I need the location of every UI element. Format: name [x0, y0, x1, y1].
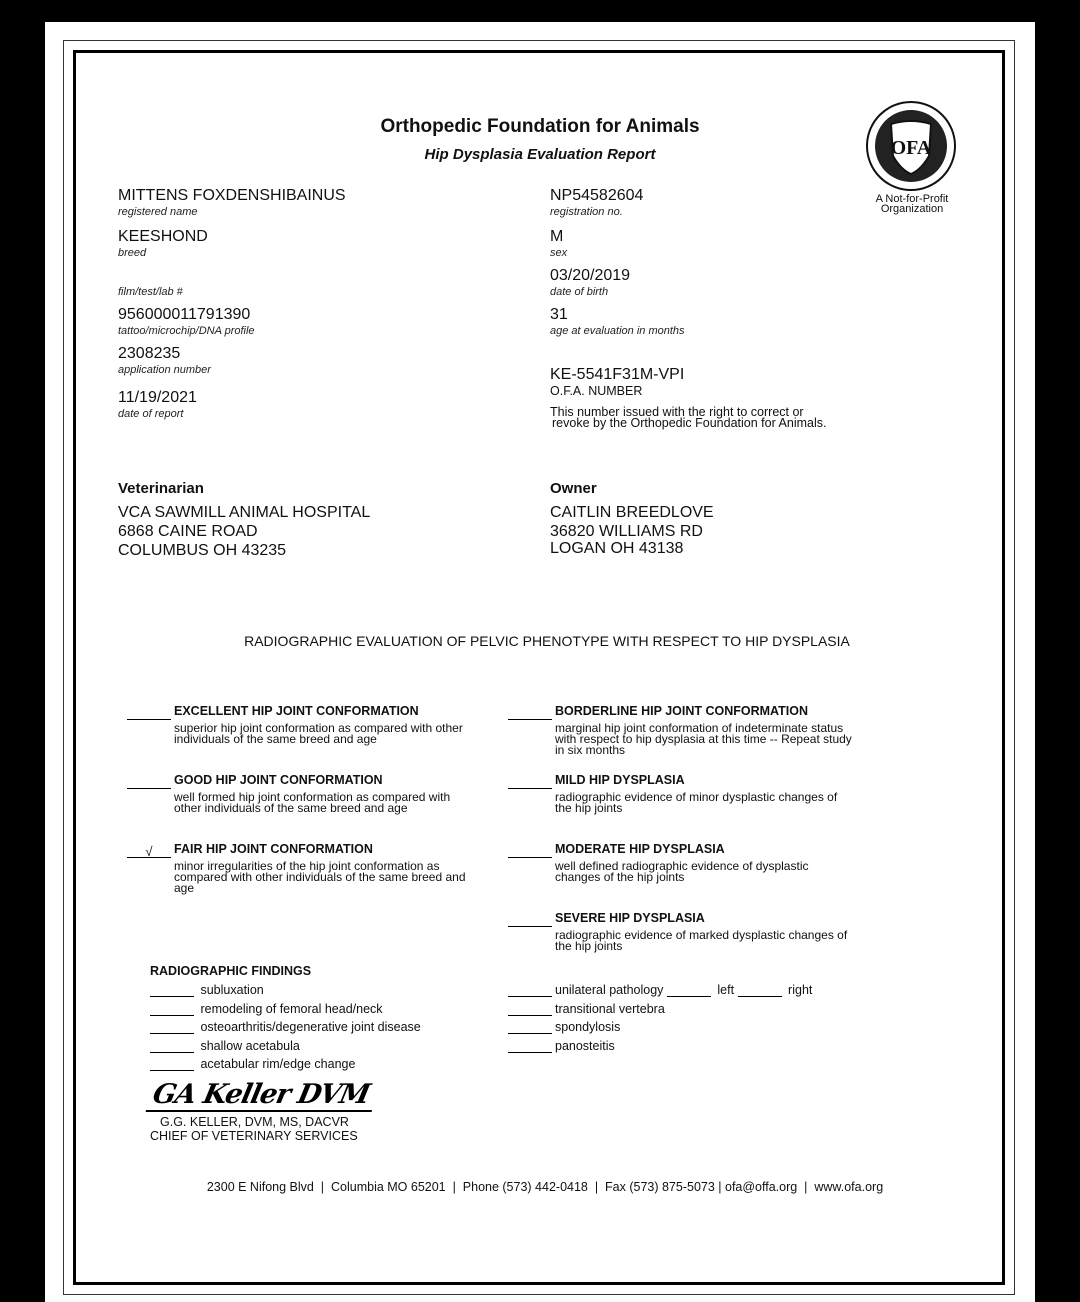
vet-address-line: COLUMBUS OH 43235 [118, 542, 287, 559]
signature: GA Keller DVM [146, 1080, 378, 1112]
finding-item [150, 1020, 421, 1034]
footer-contact: 2300 E Nifong Blvd | Columbia MO 65201 | Phone (573) 442-0418 | Fax (573) 875-5073 | ofa@offa.org | www.ofa.org [206, 1180, 884, 1194]
breed-value: KEESHOND [118, 228, 208, 245]
ofa-note-line: revoke by the Orthopedic Foundation for Animals. [552, 416, 827, 430]
left-label: left [717, 983, 735, 997]
finding-blank [150, 1041, 194, 1053]
category-item [127, 840, 474, 894]
finding-blank [508, 1022, 552, 1034]
category-item [508, 702, 855, 756]
finding-item [150, 983, 264, 997]
category-checkmark [508, 846, 552, 858]
owner-address-line: LOGAN OH 43138 [550, 540, 684, 557]
age-label: age at evaluation in months [550, 325, 685, 337]
finding-blank [667, 985, 711, 997]
org-title: Orthopedic Foundation for Animals [380, 116, 700, 137]
finding-item [508, 1039, 615, 1053]
category-checkmark [508, 777, 552, 789]
finding-blank [150, 1022, 194, 1034]
category-description: radiographic evidence of minor dysplastic changes of the hip joints [555, 790, 838, 815]
finding-label: osteoarthritis/degenerative joint disease [200, 1020, 421, 1034]
category-checkmark [127, 777, 171, 789]
registration-value: NP54582604 [550, 187, 644, 204]
category-title: FAIR HIP JOINT CONFORMATION [174, 842, 373, 856]
finding-blank [508, 1041, 552, 1053]
registered-name-label: registered name [118, 206, 198, 218]
vet-address-line: VCA SAWMILL ANIMAL HOSPITAL [118, 504, 371, 521]
category-title: BORDERLINE HIP JOINT CONFORMATION [555, 704, 809, 718]
application-number-value: 2308235 [118, 345, 181, 362]
finding-label: shallow acetabula [200, 1038, 300, 1053]
category-description: radiographic evidence of marked dysplastic changes of the hip joints [555, 928, 848, 953]
ofa-number-label: O.F.A. NUMBER [550, 384, 643, 398]
category-description: minor irregularities of the hip joint conformation as compared with other individuals of the same breed and age [174, 859, 466, 895]
finding-label: spondylosis [555, 1020, 621, 1034]
dob-value: 03/20/2019 [550, 267, 631, 284]
svg-text:OFA: OFA [890, 137, 932, 159]
finding-item [508, 1002, 665, 1016]
age-value: 31 [550, 306, 568, 323]
finding-label: panosteitis [555, 1038, 615, 1053]
category-checkmark [508, 708, 552, 720]
finding-item [150, 1057, 355, 1071]
finding-blank [508, 1004, 552, 1016]
finding-label: subluxation [200, 983, 264, 997]
report-date-label: date of report [118, 408, 184, 420]
owner-address-line: 36820 WILLIAMS RD [550, 523, 703, 540]
report-page [45, 22, 1035, 1302]
category-item [508, 771, 855, 814]
finding-blank [508, 985, 552, 997]
ofa-seal-logo [865, 100, 957, 192]
finding-item [150, 1039, 300, 1053]
finding-label: transitional vertebra [555, 1001, 665, 1016]
report-date-value: 11/19/2021 [118, 389, 197, 406]
category-checkmark: √ [127, 846, 171, 858]
owner-heading: Owner [550, 480, 597, 497]
registered-name-value: MITTENS FOXDENSHIBAINUS [118, 187, 346, 204]
microchip-label: tattoo/microchip/DNA profile [118, 325, 255, 337]
registration-label: registration no. [550, 206, 623, 218]
evaluation-title: RADIOGRAPHIC EVALUATION OF PELVIC PHENOTYPE WITH RESPECT TO HIP DYSPLASIA [244, 633, 850, 649]
category-title: GOOD HIP JOINT CONFORMATION [174, 773, 383, 787]
signer-name: G.G. KELLER, DVM, MS, DACVR [160, 1115, 349, 1129]
finding-item [508, 983, 812, 997]
signer-title: CHIEF OF VETERINARY SERVICES [150, 1129, 358, 1143]
finding-label: remodeling of femoral head/neck [200, 1001, 383, 1016]
category-item [508, 840, 855, 883]
category-description: marginal hip joint conformation of indeterminate status with respect to hip dysplasia at this time -- Repeat study in six months [555, 721, 852, 757]
vet-address-line: 6868 CAINE ROAD [118, 523, 258, 540]
category-checkmark [127, 708, 171, 720]
dob-label: date of birth [550, 286, 609, 298]
category-title: EXCELLENT HIP JOINT CONFORMATION [174, 704, 419, 718]
category-title: MILD HIP DYSPLASIA [555, 773, 685, 787]
findings-heading: RADIOGRAPHIC FINDINGS [150, 964, 312, 978]
finding-blank [150, 1059, 194, 1071]
finding-blank [150, 985, 194, 997]
ofa-note-line: This number issued with the right to correct or [550, 405, 804, 419]
category-item [127, 702, 474, 745]
report-title: Hip Dysplasia Evaluation Report [424, 146, 656, 163]
category-description: well defined radiographic evidence of dysplastic changes of the hip joints [555, 859, 809, 884]
finding-label: unilateral pathology [555, 983, 664, 997]
film-label: film/test/lab # [118, 286, 183, 298]
application-number-label: application number [118, 364, 211, 376]
microchip-value: 956000011791390 [118, 306, 251, 323]
sex-label: sex [550, 247, 568, 259]
category-checkmark [508, 915, 552, 927]
finding-blank [738, 985, 782, 997]
ofa-number-value: KE-5541F31M-VPI [550, 366, 685, 383]
category-description: well formed hip joint conformation as compared with other individuals of the same breed and age [174, 790, 451, 815]
category-item [127, 771, 474, 814]
category-description: superior hip joint conformation as compared with other individuals of the same breed and age [174, 721, 463, 746]
owner-address-line: CAITLIN BREEDLOVE [550, 504, 714, 521]
finding-item [508, 1020, 620, 1034]
finding-blank [150, 1004, 194, 1016]
category-item [508, 909, 855, 952]
nonprofit-label: A Not-for-Profit Organization [875, 193, 949, 215]
category-title: MODERATE HIP DYSPLASIA [555, 842, 725, 856]
sex-value: M [550, 228, 564, 245]
category-title: SEVERE HIP DYSPLASIA [555, 911, 705, 925]
veterinarian-heading: Veterinarian [118, 480, 204, 497]
right-label: right [788, 983, 813, 997]
breed-label: breed [118, 247, 147, 259]
finding-item [150, 1002, 383, 1016]
finding-label: acetabular rim/edge change [200, 1057, 356, 1071]
